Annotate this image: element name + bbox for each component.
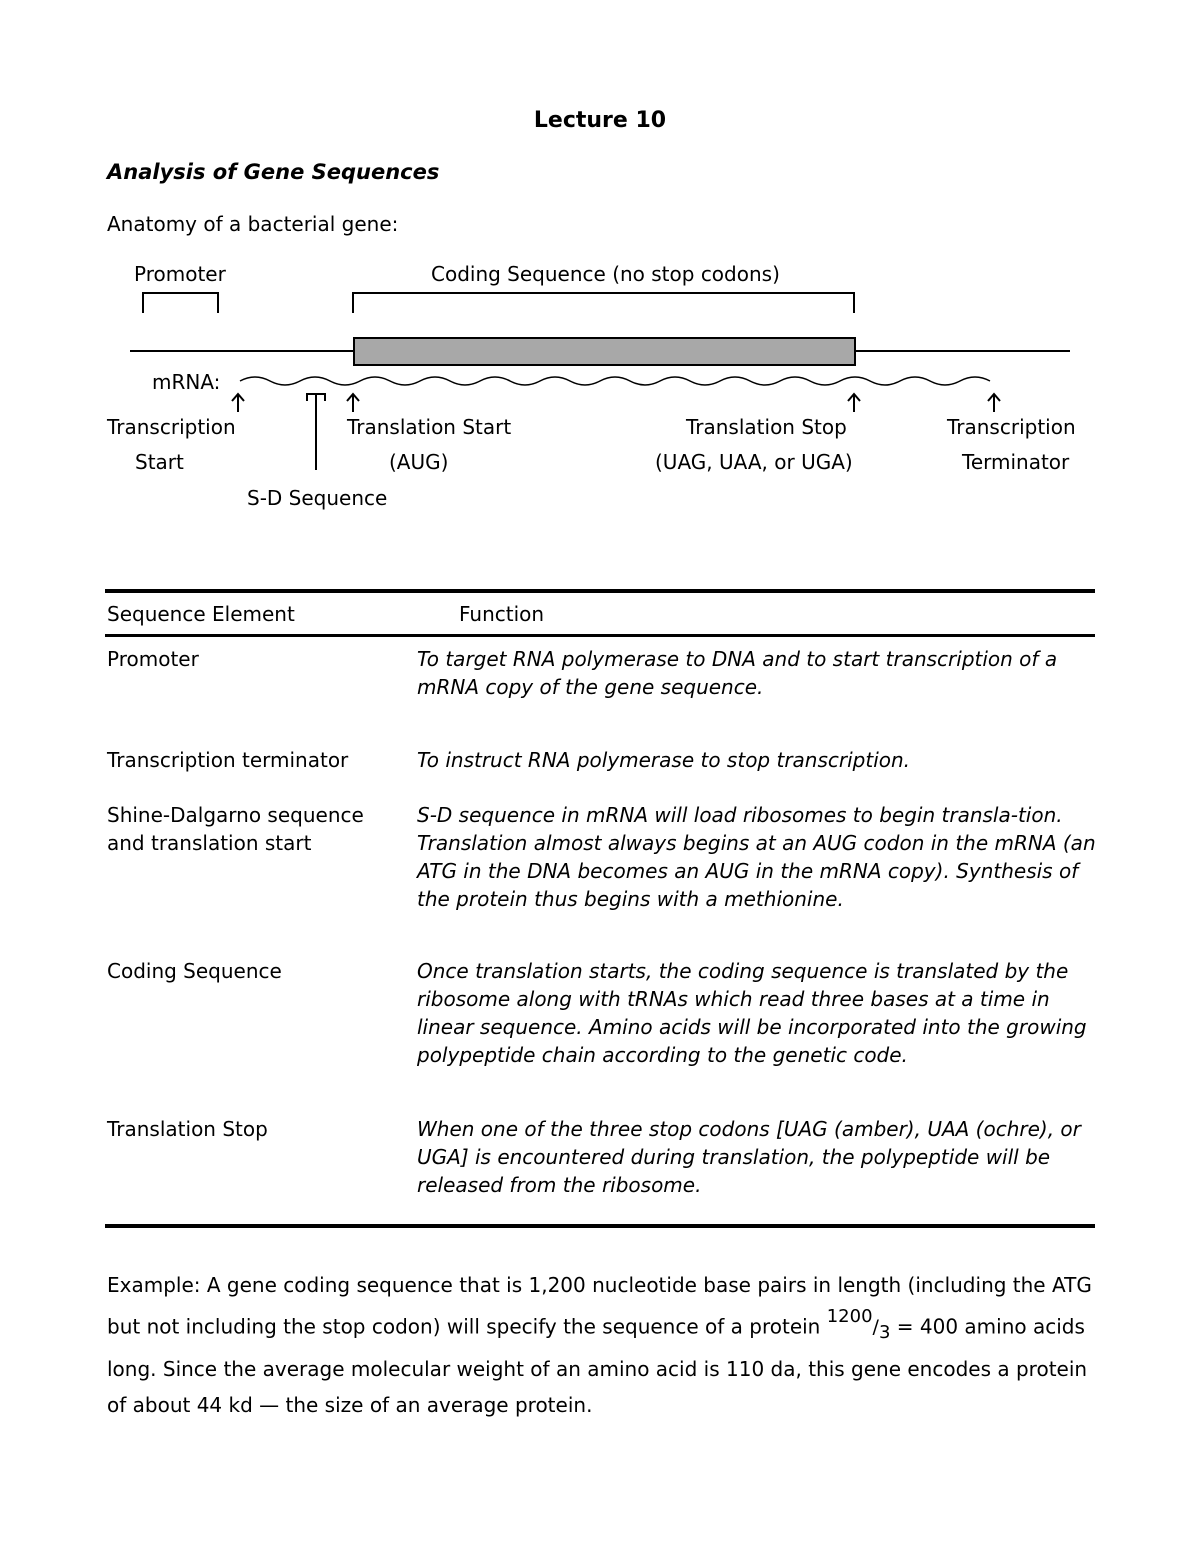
coding-sequence-bracket [353, 293, 854, 313]
coding-sequence-label: Coding Sequence (no stop codons) [431, 262, 780, 286]
row-function: S-D sequence in mRNA will load ribosomes to begin transla-tion. Translation almost always begins at an AUG codon in the mRNA (an ATG in the DNA becomes an AUG in the mRNA copy). Synthesis of the protein thus begins with a methionine. [417, 803, 1096, 911]
translation-start-codon: (AUG) [389, 450, 449, 474]
mrna-label: mRNA: [152, 370, 221, 394]
arrow-icon [848, 394, 860, 412]
row-function: When one of the three stop codons [UAG (amber), UAA (ochre), or UGA] is encountered during translation, the polypeptide will be released from the ribosome. [417, 1117, 1081, 1197]
row-function: To instruct RNA polymerase to stop transcription. [417, 748, 911, 772]
transcription-start-label-2: Start [135, 450, 184, 474]
fraction-denominator: 3 [878, 1322, 891, 1344]
example-paragraph [107, 1267, 1097, 1423]
table-bottom-rule [105, 1224, 1095, 1228]
row-element: Coding Sequence [107, 959, 282, 983]
fraction-numerator: 1200 [826, 1306, 873, 1327]
fraction [826, 1306, 891, 1344]
row-element: Translation Stop [107, 1117, 268, 1141]
table-header-element: Sequence Element [107, 602, 295, 626]
row-element: Promoter [107, 647, 199, 671]
transcription-start-label: Transcription [107, 415, 236, 439]
arrow-icon [988, 394, 1000, 412]
table-header-rule [105, 634, 1095, 637]
row-function: To target RNA polymerase to DNA and to start transcription of a mRNA copy of the gene sequence. [417, 647, 1058, 699]
promoter-bracket [143, 293, 218, 313]
sd-marker [307, 394, 325, 470]
mrna-wave [240, 377, 990, 385]
terminator-label-2: Terminator [962, 450, 1070, 474]
example-text-1: Example: A gene coding sequence that is 1,200 nucleotide base pairs in length (including the ATG but not including the stop codon) will specify the sequence of a protein [107, 1273, 1092, 1339]
terminator-label: Transcription [947, 415, 1076, 439]
translation-start-label: Translation Start [347, 415, 512, 439]
arrow-icon [347, 394, 359, 412]
table-header-function: Function [459, 602, 545, 626]
section-heading: Analysis of Gene Sequences [107, 160, 440, 184]
intro-text: Anatomy of a bacterial gene: [107, 212, 399, 236]
example-text-2: = 400 amino acids long. Since the average molecular weight of an amino acid is 110 da, this gene encodes a protein of about 44 kd — the size of an average protein. [107, 1314, 1088, 1418]
row-element: Transcription terminator [107, 748, 349, 772]
promoter-label: Promoter [134, 262, 226, 286]
row-element: Shine-Dalgarno sequence and translation start [107, 803, 364, 855]
sd-sequence-label: S-D Sequence [247, 486, 388, 510]
arrow-icon [232, 394, 244, 412]
translation-stop-codons: (UAG, UAA, or UGA) [655, 450, 853, 474]
row-function: Once translation starts, the coding sequence is translated by the ribosome along with tRNAs which read three bases at a time in linear sequence. Amino acids will be incorporated into the growing polypeptide chain according to the genetic code. [417, 959, 1087, 1067]
coding-box [354, 338, 855, 365]
table-top-rule [105, 589, 1095, 593]
fraction-slash: / [872, 1316, 879, 1339]
translation-stop-label: Translation Stop [686, 415, 847, 439]
page-title: Lecture 10 [533, 108, 667, 133]
